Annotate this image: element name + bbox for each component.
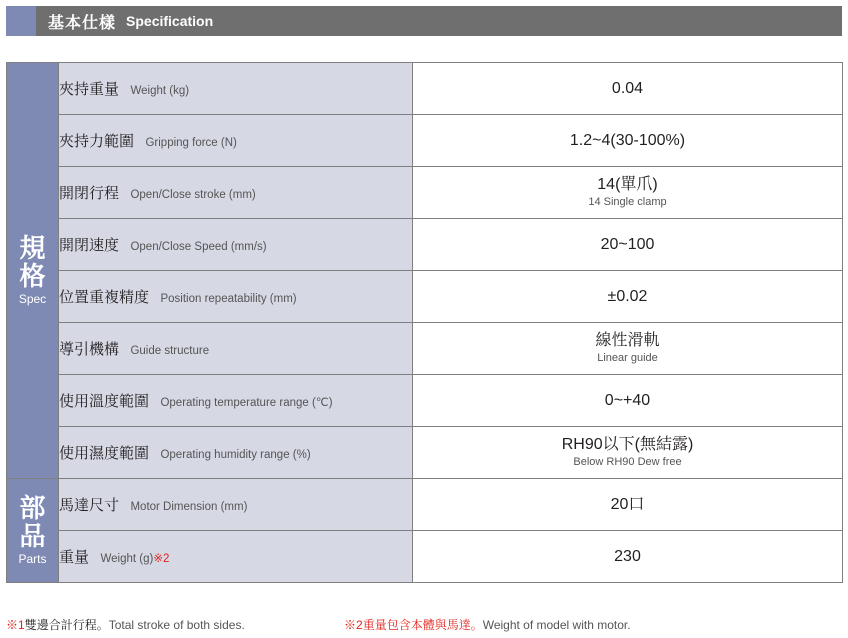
group-label-jp: 部品	[19, 493, 46, 552]
table-row	[7, 375, 843, 427]
row-value-gripping-force	[413, 115, 843, 167]
footnote-2	[344, 616, 631, 633]
row-value-sub: 14 Single clamp	[588, 196, 667, 209]
row-label-en: Open/Close stroke (mm)	[130, 189, 256, 201]
footnote-2-jp: 重量包含本體與馬達。	[362, 618, 483, 632]
table-row	[7, 219, 843, 271]
row-label-part-weight	[59, 531, 413, 583]
row-label-operating-temperature	[59, 375, 413, 427]
row-value-open-close-speed	[413, 219, 843, 271]
row-value-weight	[413, 63, 843, 115]
row-value-guide-structure	[413, 323, 843, 375]
footnote-2-mark: ※2	[344, 618, 363, 632]
footnote-2-en: Weight of model with motor.	[482, 618, 631, 632]
row-value-operating-humidity	[413, 427, 843, 479]
footnote-1-mark: ※1	[6, 618, 25, 632]
row-label-jp: 開閉速度	[59, 237, 120, 254]
group-label-en: Parts	[18, 552, 47, 567]
row-label-jp: 使用濕度範圍	[59, 445, 150, 462]
row-value-main: ±0.02	[607, 287, 648, 305]
row-value-main: 1.2~4(30-100%)	[569, 131, 686, 149]
specification-table-wrapper	[6, 62, 842, 583]
row-value-open-close-stroke	[413, 167, 843, 219]
row-label-open-close-speed	[59, 219, 413, 271]
row-label-jp: 導引機構	[59, 341, 120, 358]
table-row	[7, 323, 843, 375]
row-label-jp: 使用溫度範圍	[59, 393, 150, 410]
row-label-en: Position repeatability (mm)	[160, 293, 297, 305]
row-label-guide-structure	[59, 323, 413, 375]
header-title-en: Specification	[126, 13, 214, 29]
row-label-motor-dimension	[59, 479, 413, 531]
table-row	[7, 479, 843, 531]
row-label-en: Open/Close Speed (mm/s)	[130, 241, 267, 253]
footnote-1-en: Total stroke of both sides.	[108, 618, 245, 632]
table-row	[7, 271, 843, 323]
row-label-operating-humidity	[59, 427, 413, 479]
section-header	[6, 6, 842, 36]
row-label-en: Operating humidity range (%)	[160, 449, 311, 461]
row-label-en: Guide structure	[130, 345, 210, 357]
row-value-main: 0~+40	[604, 391, 651, 409]
row-value-sub: Linear guide	[597, 352, 658, 365]
row-label-jp: 夾持力範圍	[59, 133, 135, 150]
row-label-jp: 重量	[59, 549, 90, 566]
row-label-jp: 馬達尺寸	[59, 497, 120, 514]
row-value-position-repeatability	[413, 271, 843, 323]
row-label-jp: 開閉行程	[59, 185, 120, 202]
row-value-main: 線性滑軌	[595, 332, 660, 350]
header-title-bar	[36, 6, 842, 36]
row-label-position-repeatability	[59, 271, 413, 323]
row-value-operating-temperature	[413, 375, 843, 427]
row-label-jp: 夾持重量	[59, 81, 120, 98]
row-label-gripping-force	[59, 115, 413, 167]
row-value-main: 230	[614, 547, 641, 565]
row-value-main: 0.04	[611, 79, 644, 97]
group-header-spec	[7, 63, 59, 479]
header-title-jp: 基本仕樣	[48, 14, 117, 32]
table-row	[7, 531, 843, 583]
row-label-note-mark: ※2	[153, 553, 170, 565]
row-label-jp: 位置重複精度	[59, 289, 150, 306]
row-label-en: Weight (kg)	[130, 85, 190, 97]
row-value-sub: Below RH90 Dew free	[573, 456, 682, 469]
table-row	[7, 63, 843, 115]
table-row	[7, 427, 843, 479]
group-header-parts	[7, 479, 59, 583]
row-label-en: Gripping force (N)	[145, 137, 237, 149]
row-value-motor-dimension	[413, 479, 843, 531]
footnote-1	[6, 616, 245, 633]
row-label-weight	[59, 63, 413, 115]
row-value-part-weight	[413, 531, 843, 583]
row-label-open-close-stroke	[59, 167, 413, 219]
table-row	[7, 167, 843, 219]
row-value-main: 20~100	[600, 235, 655, 253]
row-label-en: Motor Dimension (mm)	[130, 501, 248, 513]
footnote-1-jp: 雙邊合計行程。	[24, 618, 109, 632]
group-label-jp: 規格	[19, 233, 46, 292]
row-value-main: 14(單爪)	[597, 176, 658, 194]
row-label-en: Weight (g)	[100, 553, 154, 565]
group-label-en: Spec	[18, 292, 47, 307]
specification-table	[6, 62, 843, 583]
row-label-en: Operating temperature range (℃)	[160, 397, 333, 409]
header-accent-block	[6, 6, 36, 36]
row-value-main: 20口	[610, 495, 645, 513]
table-row	[7, 115, 843, 167]
row-value-main: RH90以下(無結露)	[561, 436, 694, 454]
